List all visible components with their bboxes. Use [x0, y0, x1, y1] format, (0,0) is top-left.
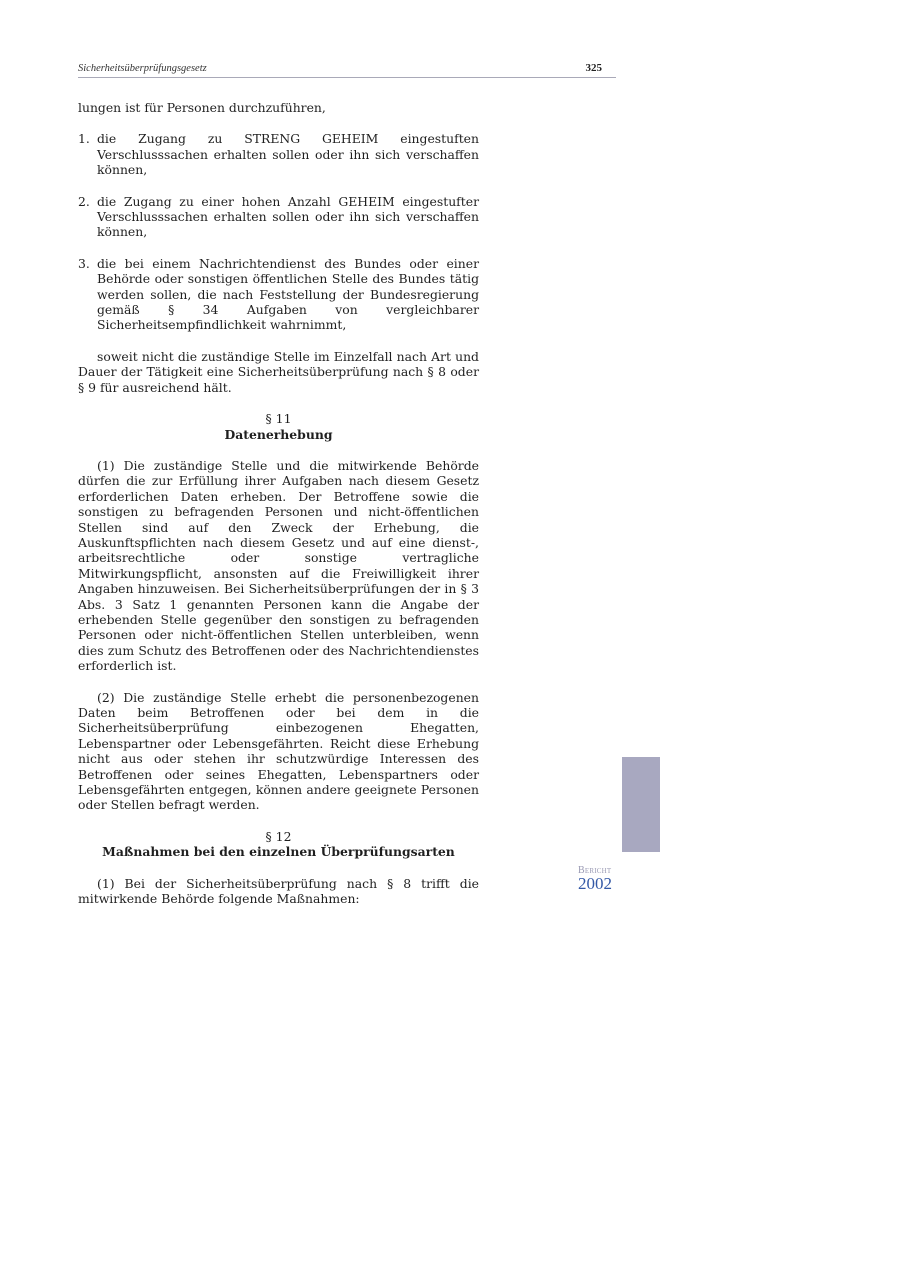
report-logo: [578, 866, 638, 892]
section-title: Maßnahmen bei den einzelnen Überprüfungsarten: [102, 844, 455, 860]
section-heading-11: [78, 411, 479, 442]
intro-text: lungen ist für Personen durchzuführen,: [78, 100, 326, 115]
logo-word: Bericht: [578, 865, 612, 876]
section-heading-12: [78, 829, 479, 860]
list-number: 1.: [78, 131, 90, 147]
list-item: [78, 256, 479, 333]
decorative-sidebar-bar: [622, 757, 660, 852]
page-header: [78, 62, 616, 78]
running-title: Sicherheitsüberprüfungsgesetz: [78, 63, 207, 74]
paragraph: (1) Bei der Sicherheitsüberprüfung nach § 8 trifft die mitwirkende Behörde folgende Maßnahmen:: [78, 875, 479, 907]
section-number: § 11: [265, 411, 292, 427]
list-number: 2.: [78, 193, 90, 209]
paragraph: (2) Die zuständige Stelle erhebt die personenbezogenen Daten beim Betroffenen oder bei dem in die Sicherheitsüberprüfung einbezogenen Ehegatten, Lebenspartner oder Lebensgefährten. Reicht diese Erhebung nicht aus oder stehen ihr schutzwürdige Interessen des Betroffenen oder seines Ehegatten, Lebenspartners oder Lebensgefährten entgegen, können andere geeignete Personen oder Stellen befragt werden.: [78, 689, 479, 813]
closing-paragraph: soweit nicht die zuständige Stelle im Einzelfall nach Art und Dauer der Tätigkeit eine Sicherheitsüberprüfung nach § 8 oder § 9 für ausreichend hält.: [78, 348, 479, 395]
list-number: 3.: [78, 255, 90, 271]
list-text: die Zugang zu einer hohen Anzahl GEHEIM eingestufter Verschlusssachen erhalten sollen oder ihn sich verschaffen können,: [97, 193, 479, 240]
logo-year: 2002: [578, 874, 612, 893]
list-text: die bei einem Nachrichtendienst des Bundes oder einer Behörde oder sonstigen öffentlichen Stelle des Bundes tätig werden sollen, die nach Feststellung der Bundesregierung gemäß § 34 Aufgaben von vergleichbarer Sicherheitsempfindlichkeit wahrnimmt,: [97, 255, 479, 333]
page-body: [78, 100, 479, 906]
page-number: 325: [585, 62, 602, 74]
list-item: [78, 194, 479, 240]
list-item: [78, 131, 479, 177]
paragraph: (1) Die zuständige Stelle und die mitwirkende Behörde dürfen die zur Erfüllung ihrer Aufgaben nach diesem Gesetz erforderlichen Daten erheben. Der Betroffene sowie die sonstigen zu befragenden Personen und nicht-öffentlichen Stellen sind auf den Zweck der Erhebung, die Auskunftspflichten nach diesem Gesetz und auf eine dienst-, arbeitsrechtliche oder sonstige vertragliche Mitwirkungspflicht, ansonsten auf die Freiwilligkeit ihrer Angaben hinzuweisen. Bei Sicherheitsüberprüfungen der in § 3 Abs. 3 Satz 1 genannten Personen kann die Angabe der erhebenden Stelle gegenüber den sonstigen zu befragenden Personen oder nicht-öffentlichen Stellen unterbleiben, wenn dies zum Schutz des Betroffenen oder des Nachrichtendienstes erforderlich ist.: [78, 457, 479, 674]
section-number: § 12: [265, 828, 292, 844]
list-text: die Zugang zu STRENG GEHEIM eingestuften Verschlusssachen erhalten sollen oder ihn sich verschaffen können,: [97, 131, 479, 178]
section-title: Datenerhebung: [224, 426, 333, 442]
